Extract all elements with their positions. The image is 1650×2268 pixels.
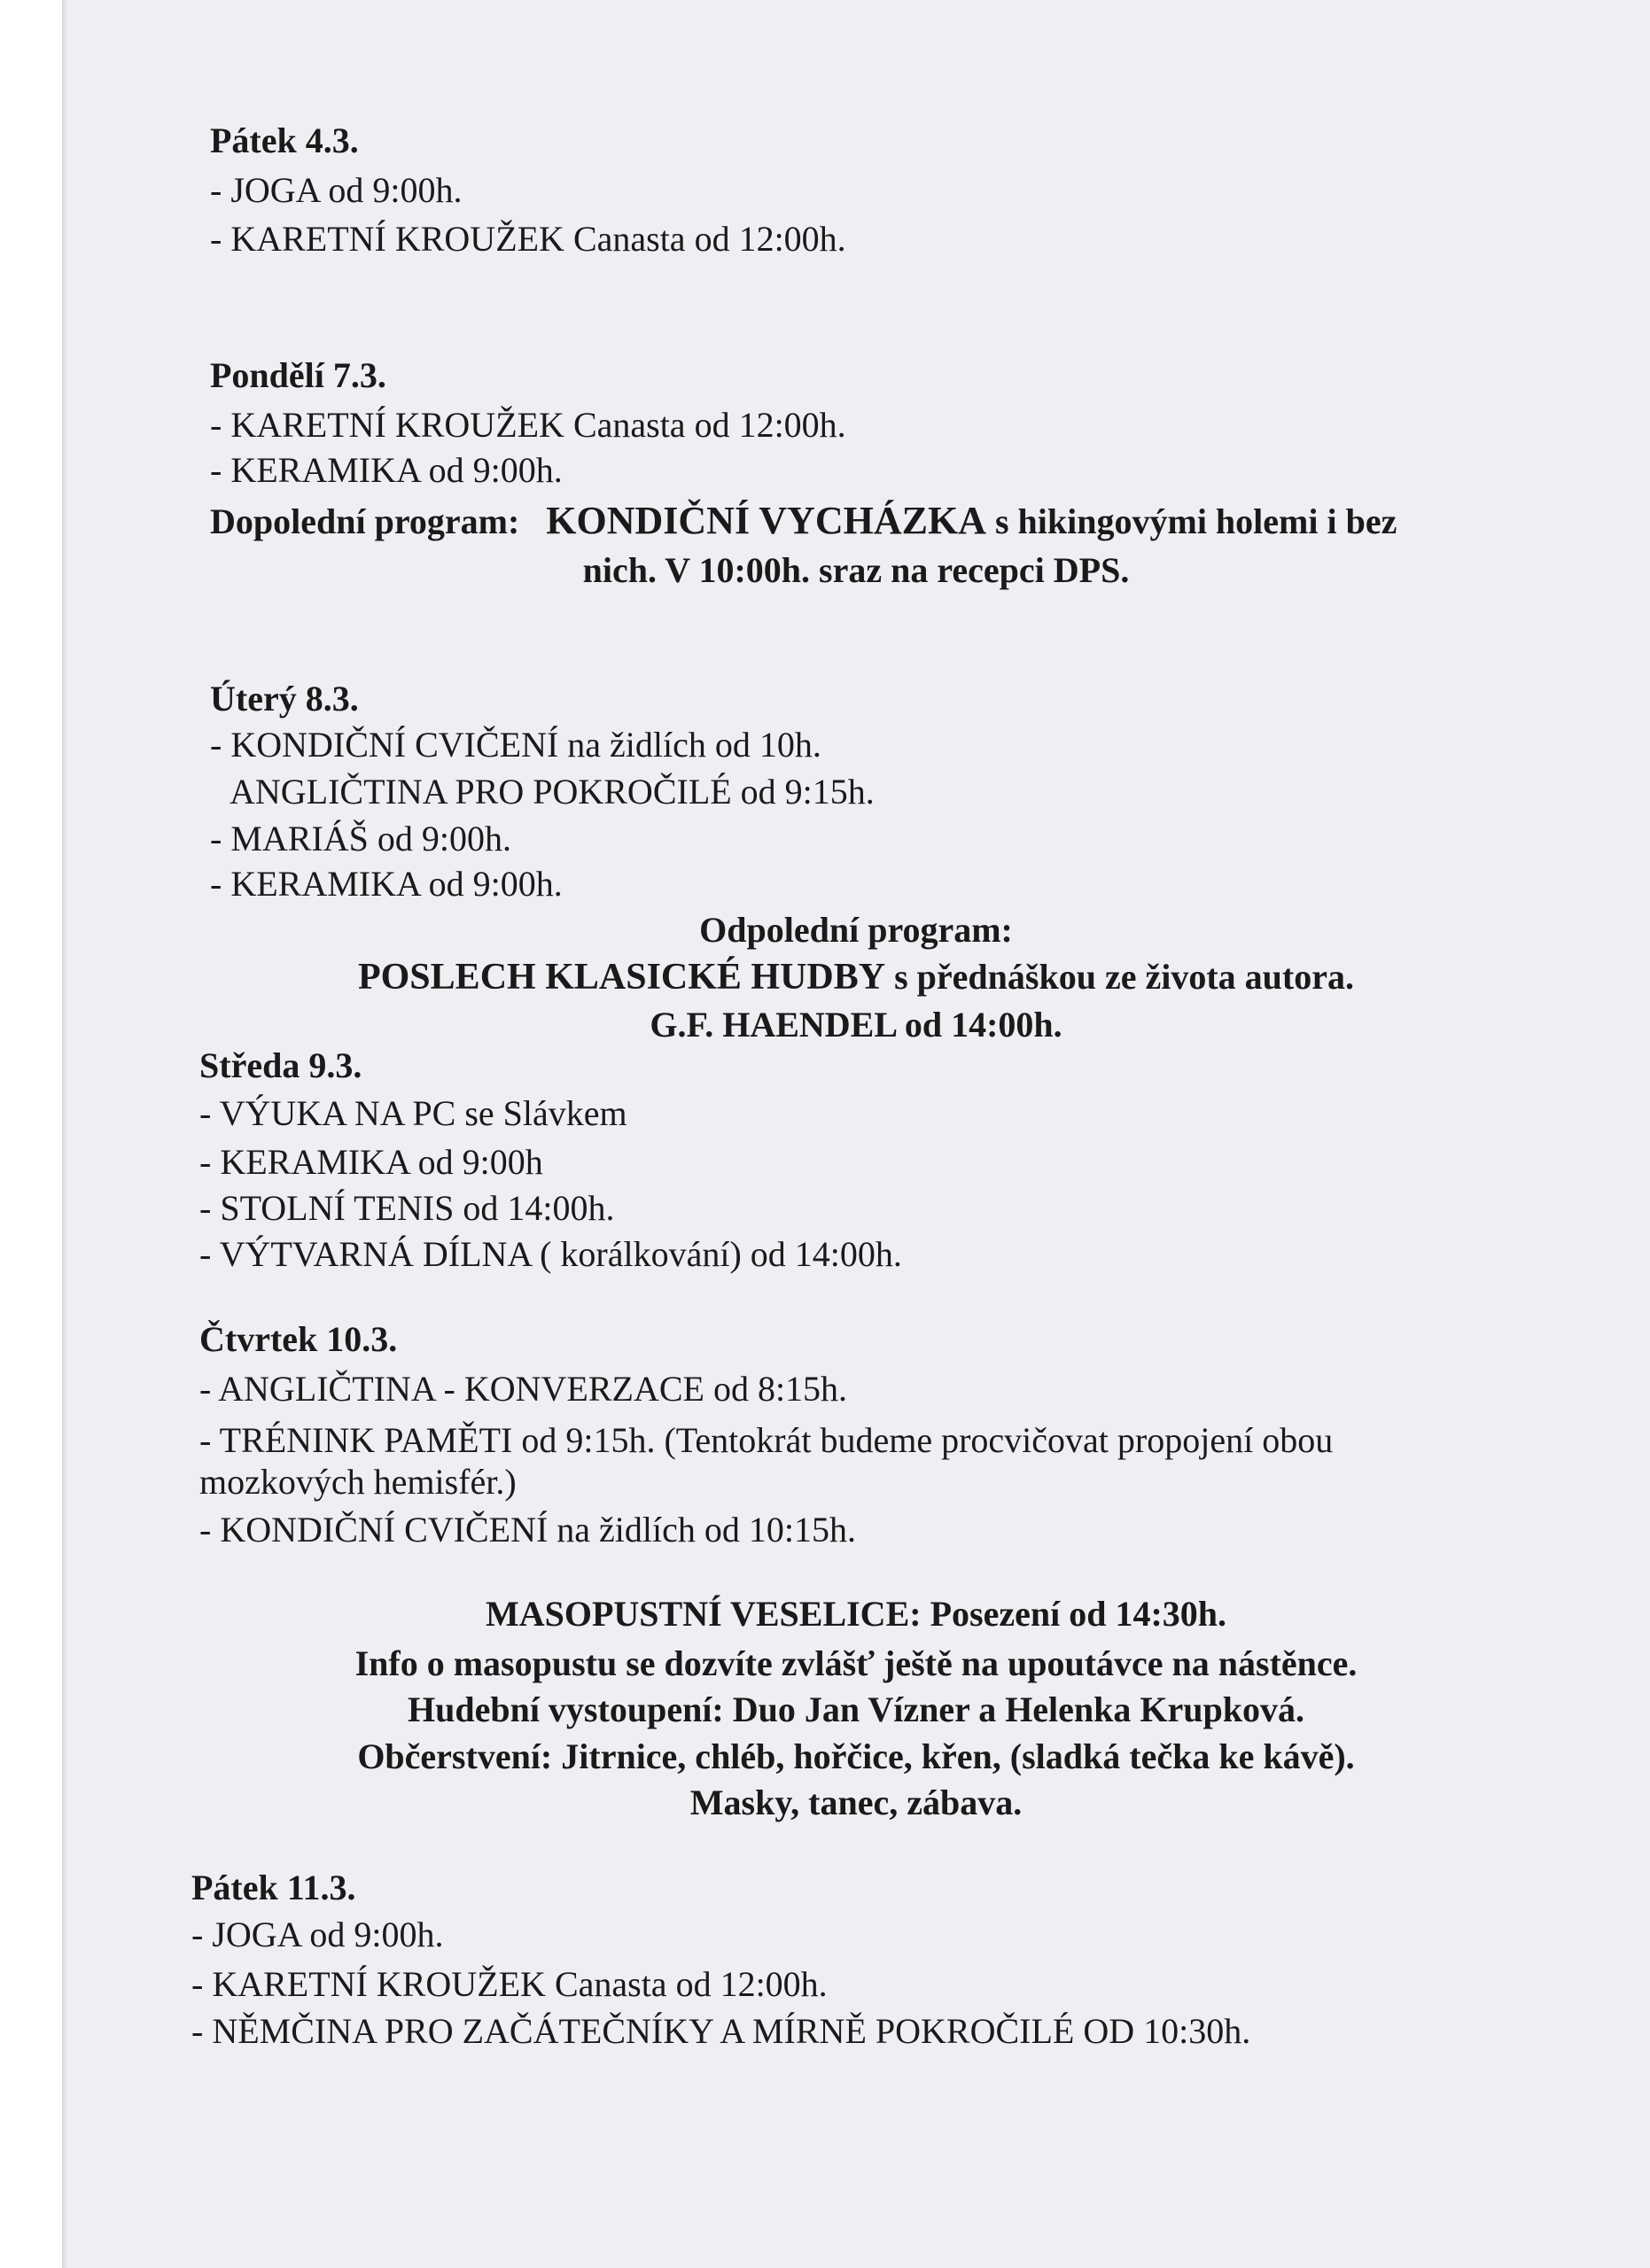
activity-line: - KARETNÍ KROUŽEK Canasta od 12:00h.: [191, 1964, 828, 2004]
activity-line: - VÝUKA NA PC se Slávkem: [199, 1093, 627, 1133]
program-label: Dopolední program:: [210, 501, 520, 541]
activity-line: mozkových hemisfér.): [199, 1462, 517, 1502]
program-rest: s přednáškou ze života autora.: [894, 957, 1354, 997]
activity-line: - KERAMIKA od 9:00h: [199, 1142, 543, 1182]
program-label: Odpolední program:: [699, 910, 1013, 950]
activity-line: ANGLIČTINA PRO POKROČILÉ od 9:15h.: [230, 772, 875, 812]
activity-line: - KERAMIKA od 9:00h.: [210, 864, 563, 904]
event-line: Info o masopustu se dozvíte zvlášť ještě na upoutávce na nástěnce.: [354, 1643, 1358, 1683]
event-line: Hudební vystoupení: Duo Jan Vízner a Helenka Krupková.: [407, 1689, 1305, 1729]
activity-line: - VÝTVARNÁ DÍLNA ( korálkování) od 14:00h.: [199, 1234, 902, 1274]
event-title: MASOPUSTNÍ VESELICE: Posezení od 14:30h.: [485, 1594, 1227, 1634]
activity-line: - NĚMČINA PRO ZAČÁTEČNÍKY A MÍRNĚ POKROČILÉ OD 10:30h.: [191, 2011, 1251, 2051]
activity-line: - JOGA od 9:00h.: [191, 1915, 444, 1954]
program-name: KONDIČNÍ VYCHÁZKA: [546, 499, 986, 542]
day-heading: Středa 9.3.: [199, 1045, 362, 1085]
event-line: Občerstvení: Jitrnice, chléb, hořčice, křen, (sladká tečka ke kávě).: [357, 1736, 1355, 1776]
program-name: POSLECH KLASICKÉ HUDBY: [357, 957, 886, 998]
day-heading: Čtvrtek 10.3.: [199, 1319, 398, 1359]
program-detail: nich. V 10:00h. sraz na recepci DPS.: [582, 550, 1130, 590]
activity-line: - STOLNÍ TENIS od 14:00h.: [199, 1188, 615, 1228]
activity-line: - JOGA od 9:00h.: [210, 170, 463, 210]
activity-line: - TRÉNINK PAMĚTI od 9:15h. (Tentokrát budeme procvičovat propojení obou: [199, 1420, 1334, 1460]
program-line: [62, 955, 1650, 999]
day-heading: Pondělí 7.3.: [210, 355, 386, 395]
day-heading: Úterý 8.3.: [210, 679, 359, 718]
schedule-page: [62, 0, 1650, 2268]
activity-line: - KONDIČNÍ CVIČENÍ na židlích od 10h.: [210, 725, 821, 765]
program-detail: G.F. HAENDEL od 14:00h.: [650, 1005, 1062, 1045]
program-rest: s hikingovými holemi i bez: [994, 501, 1397, 541]
activity-line: - KARETNÍ KROUŽEK Canasta od 12:00h.: [210, 405, 846, 445]
activity-line: - KONDIČNÍ CVIČENÍ na židlích od 10:15h.: [199, 1510, 856, 1550]
activity-line: - KARETNÍ KROUŽEK Canasta od 12:00h.: [210, 219, 846, 259]
day-heading: Pátek 11.3.: [191, 1868, 356, 1907]
day-heading: Pátek 4.3.: [210, 120, 359, 160]
activity-line: - ANGLIČTINA - KONVERZACE od 8:15h.: [199, 1369, 848, 1409]
program-line: [210, 499, 1397, 544]
event-line: Masky, tanec, zábava.: [689, 1783, 1023, 1822]
activity-line: - MARIÁŠ od 9:00h.: [210, 819, 512, 858]
activity-line: - KERAMIKA od 9:00h.: [210, 450, 563, 490]
